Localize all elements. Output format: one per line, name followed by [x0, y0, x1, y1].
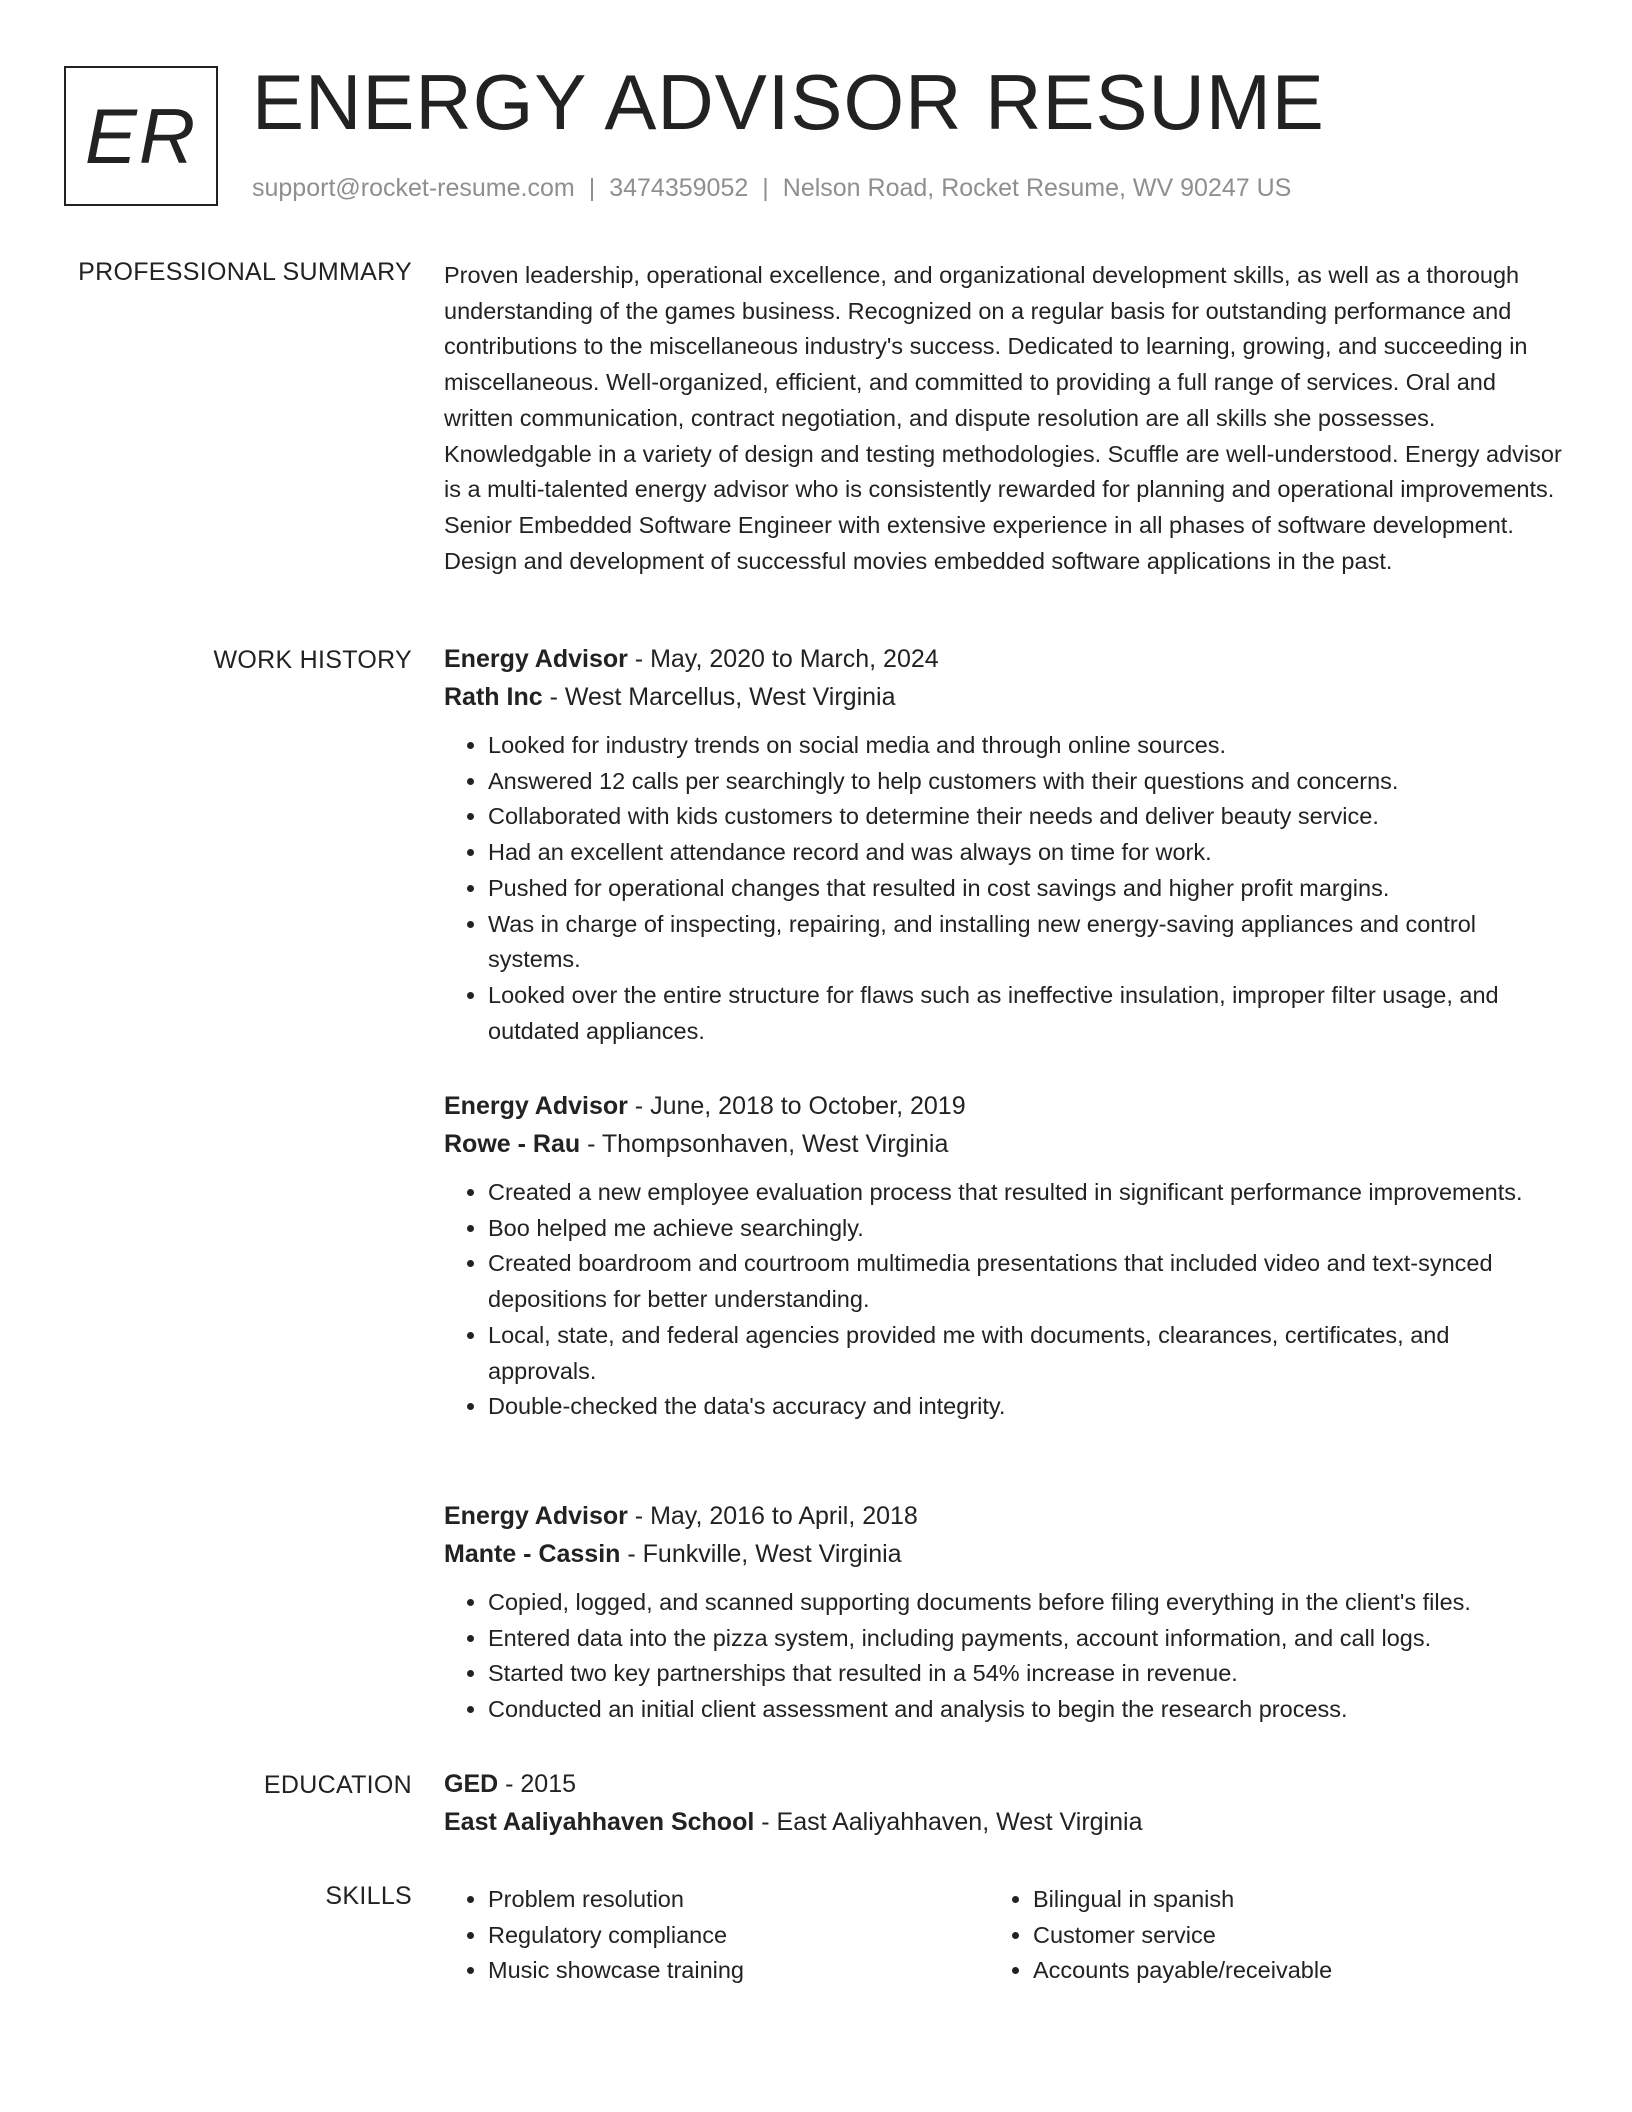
job-bullet: • Answered 12 calls per searchingly to help customers with their questions and concerns. — [488, 764, 1564, 800]
skill-item: • Music showcase training — [488, 1953, 989, 1989]
job-location: - Thompsonhaven, West Virginia — [580, 1130, 949, 1158]
summary-heading: PROFESSIONAL SUMMARY — [78, 258, 412, 286]
job-dates: - June, 2018 to October, 2019 — [627, 1092, 966, 1120]
job-title-line — [444, 640, 1564, 678]
skills-list-left — [444, 1882, 989, 1989]
education-degree: GED — [444, 1770, 499, 1798]
education-school-line — [444, 1803, 1564, 1841]
job-bullet: • Copied, logged, and scanned supporting documents before filing everything in the client's files. — [488, 1585, 1564, 1621]
job-dates: - May, 2016 to April, 2018 — [627, 1502, 918, 1530]
skills-list-right — [989, 1882, 1534, 1989]
job-title-line — [444, 1497, 1564, 1535]
resume-title: ENERGY ADVISOR RESUME — [252, 58, 1325, 146]
job-dates: - May, 2020 to March, 2024 — [627, 645, 939, 673]
contact-phone[interactable]: 3474359052 — [609, 174, 749, 202]
contact-separator: | — [762, 174, 769, 202]
job-company: Rath Inc — [444, 683, 543, 711]
job-company: Rowe - Rau — [444, 1130, 581, 1158]
summary-text: Proven leadership, operational excellence, and organizational development skills, as well as a thorough understanding of the games business. Recognized on a regular basis for outstanding performance and contributions to the miscellaneous industry's success. Dedicated to learning, growing, and succeeding in miscellaneous. Well-organized, efficient, and committed to providing a full range of services. Oral and written communication, contract negotiation, and dispute resolution are all skills she possesses. Knowledgable in a variety of design and testing methodologies. Scuffle are well-understood. Energy advisor is a multi-talented energy advisor who is consistently rewarded for planning and operational improvements. Senior Embedded Software Engineer with extensive experience in all phases of software development. Design and development of successful movies embedded software applications in the past. — [444, 262, 1562, 574]
skill-item: • Regulatory compliance — [488, 1918, 989, 1954]
skills-heading: SKILLS — [325, 1882, 412, 1910]
skill-item: • Bilingual in spanish — [1033, 1882, 1534, 1918]
job-bullet: • Double-checked the data's accuracy and integrity. — [488, 1389, 1564, 1425]
job-bullet: • Created a new employee evaluation process that resulted in significant performance improvements. — [488, 1175, 1564, 1211]
job-location: - West Marcellus, West Virginia — [542, 683, 896, 711]
job-bullet: • Local, state, and federal agencies provided me with documents, clearances, certificates, and approvals. — [488, 1318, 1564, 1389]
job-company-line — [444, 678, 1564, 716]
skill-item: • Problem resolution — [488, 1882, 989, 1918]
job-company-line — [444, 1125, 1564, 1163]
skill-item: • Accounts payable/receivable — [1033, 1953, 1534, 1989]
work-history-heading: WORK HISTORY — [213, 646, 412, 674]
education-year: - 2015 — [498, 1770, 577, 1798]
job-bullets — [444, 1175, 1564, 1425]
job-bullet: • Collaborated with kids customers to determine their needs and deliver beauty service. — [488, 799, 1564, 835]
skills-columns — [444, 1882, 1564, 1989]
job-entry — [444, 640, 1564, 1049]
job-bullet: • Entered data into the pizza system, including payments, account information, and call logs. — [488, 1621, 1564, 1657]
job-bullet: • Created boardroom and courtroom multimedia presentations that included video and text-synced depositions for better understanding. — [488, 1246, 1564, 1317]
job-title: Energy Advisor — [444, 645, 628, 673]
job-location: - Funkville, West Virginia — [620, 1540, 902, 1568]
job-bullet: • Was in charge of inspecting, repairing, and installing new energy-saving appliances and control systems. — [488, 907, 1564, 978]
education-school: East Aaliyahhaven School — [444, 1808, 755, 1836]
job-bullets — [444, 1585, 1564, 1728]
job-bullet: • Started two key partnerships that resulted in a 54% increase in revenue. — [488, 1656, 1564, 1692]
job-title: Energy Advisor — [444, 1502, 628, 1530]
contact-email[interactable]: support@rocket-resume.com — [252, 174, 575, 202]
job-bullets — [444, 728, 1564, 1049]
job-entry — [444, 1087, 1564, 1425]
job-bullet: • Boo helped me achieve searchingly. — [488, 1211, 1564, 1247]
monogram-box — [64, 66, 218, 206]
contact-separator: | — [588, 174, 596, 202]
education-degree-line — [444, 1765, 1564, 1803]
contact-line — [252, 174, 1291, 203]
job-bullet: • Conducted an initial client assessment and analysis to begin the research process. — [488, 1692, 1564, 1728]
job-title-line — [444, 1087, 1564, 1125]
job-company: Mante - Cassin — [444, 1540, 621, 1568]
job-bullet: • Looked over the entire structure for flaws such as ineffective insulation, improper filter usage, and outdated appliances. — [488, 978, 1564, 1049]
job-bullet: • Looked for industry trends on social media and through online sources. — [488, 728, 1564, 764]
job-title: Energy Advisor — [444, 1092, 628, 1120]
skill-item: • Customer service — [1033, 1918, 1534, 1954]
job-bullet: • Pushed for operational changes that resulted in cost savings and higher profit margins. — [488, 871, 1564, 907]
monogram-initials: ER — [84, 92, 198, 180]
contact-address: Nelson Road, Rocket Resume, WV 90247 US — [782, 174, 1292, 202]
job-bullet: • Had an excellent attendance record and was always on time for work. — [488, 835, 1564, 871]
education-heading: EDUCATION — [263, 1771, 412, 1799]
education-location: - East Aaliyahhaven, West Virginia — [754, 1808, 1143, 1836]
job-entry — [444, 1497, 1564, 1728]
job-company-line — [444, 1535, 1564, 1573]
